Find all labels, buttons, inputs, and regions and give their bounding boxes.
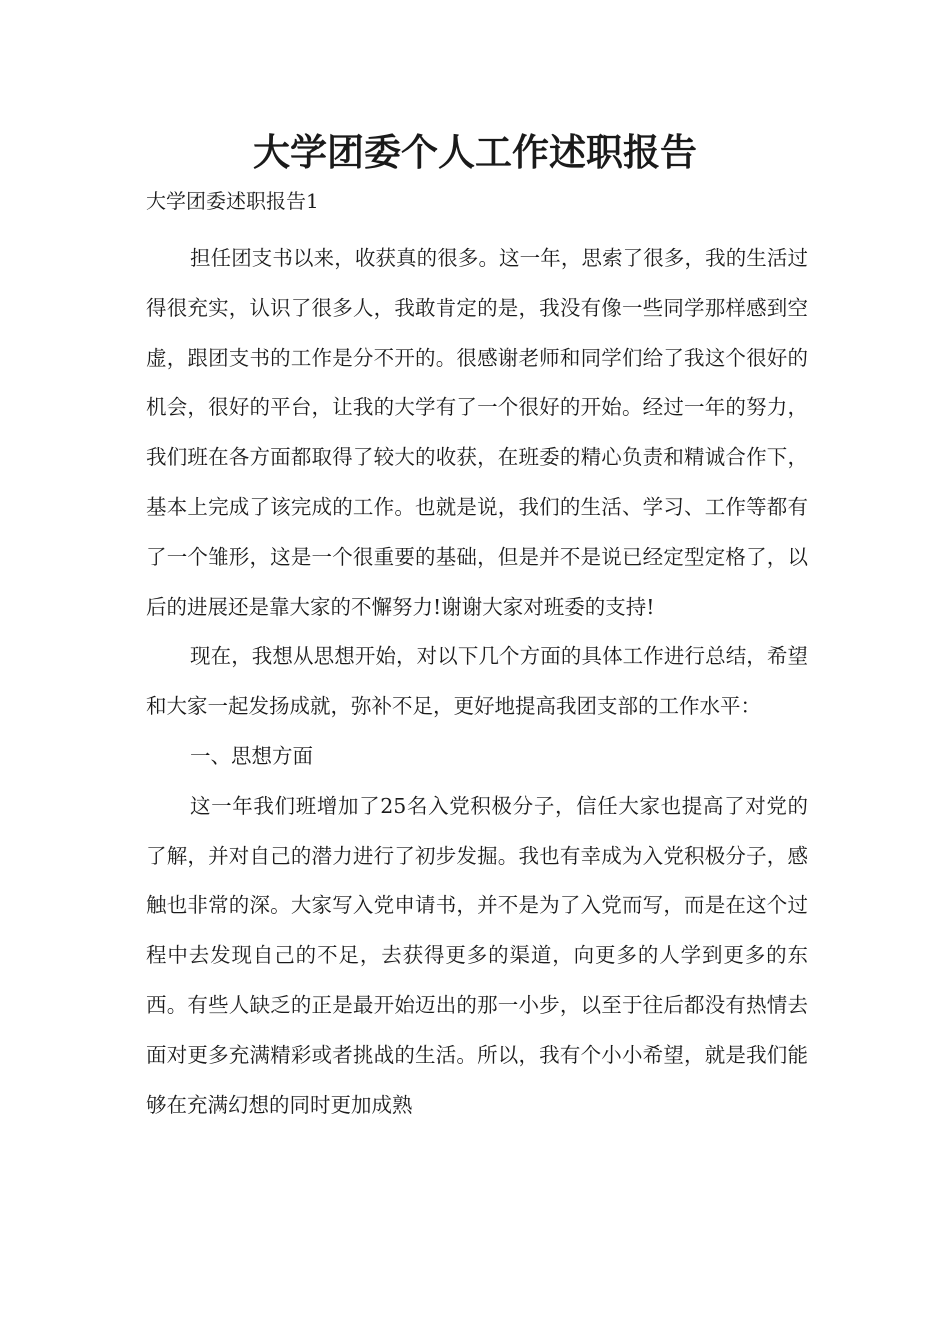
section-subtitle: 大学团委述职报告1 <box>146 189 319 213</box>
paragraph-thought: 这一年我们班增加了25名入党积极分子，信任大家也提高了对党的了解，并对自己的潜力进行了初步发掘。我也有幸成为入党积极分子，感触也非常的深。大家写入党申请书，并不是为了入党而写，而是在这个过程中去发现自己的不足，去获得更多的渠道，向更多的人学到更多的东西。有些人缺乏的正是最开始迈出的那一小步，以至于往后都没有热情去面对更多充满精彩或者挑战的生活。所以，我有个小小希望，就是我们能够在充满幻想的同时更加成熟 <box>146 793 808 1117</box>
section-heading-thought: 一、思想方面 <box>190 743 313 768</box>
paragraph-intro: 担任团支书以来，收获真的很多。这一年，思索了很多，我的生活过得很充实，认识了很多人，我敢肯定的是，我没有像一些同学那样感到空虚，跟团支书的工作是分不开的。很感谢老师和同学们给了我这个很好的机会，很好的平台，让我的大学有了一个很好的开始。经过一年的努力，我们班在各方面都取得了较大的收获，在班委的精心负责和精诚合作下，基本上完成了该完成的工作。也就是说，我们的生活、学习、工作等都有了一个雏形，这是一个很重要的基础，但是并不是说已经定型定格了，以后的进展还是靠大家的不懈努力!谢谢大家对班委的支持! <box>146 246 808 619</box>
paragraph-summary-plan: 现在，我想从思想开始，对以下几个方面的具体工作进行总结，希望和大家一起发扬成就，弥补不足，更好地提高我团支部的工作水平： <box>146 644 808 719</box>
document-title: 大学团委个人工作述职报告 <box>253 131 697 174</box>
document-body <box>146 234 808 1130</box>
